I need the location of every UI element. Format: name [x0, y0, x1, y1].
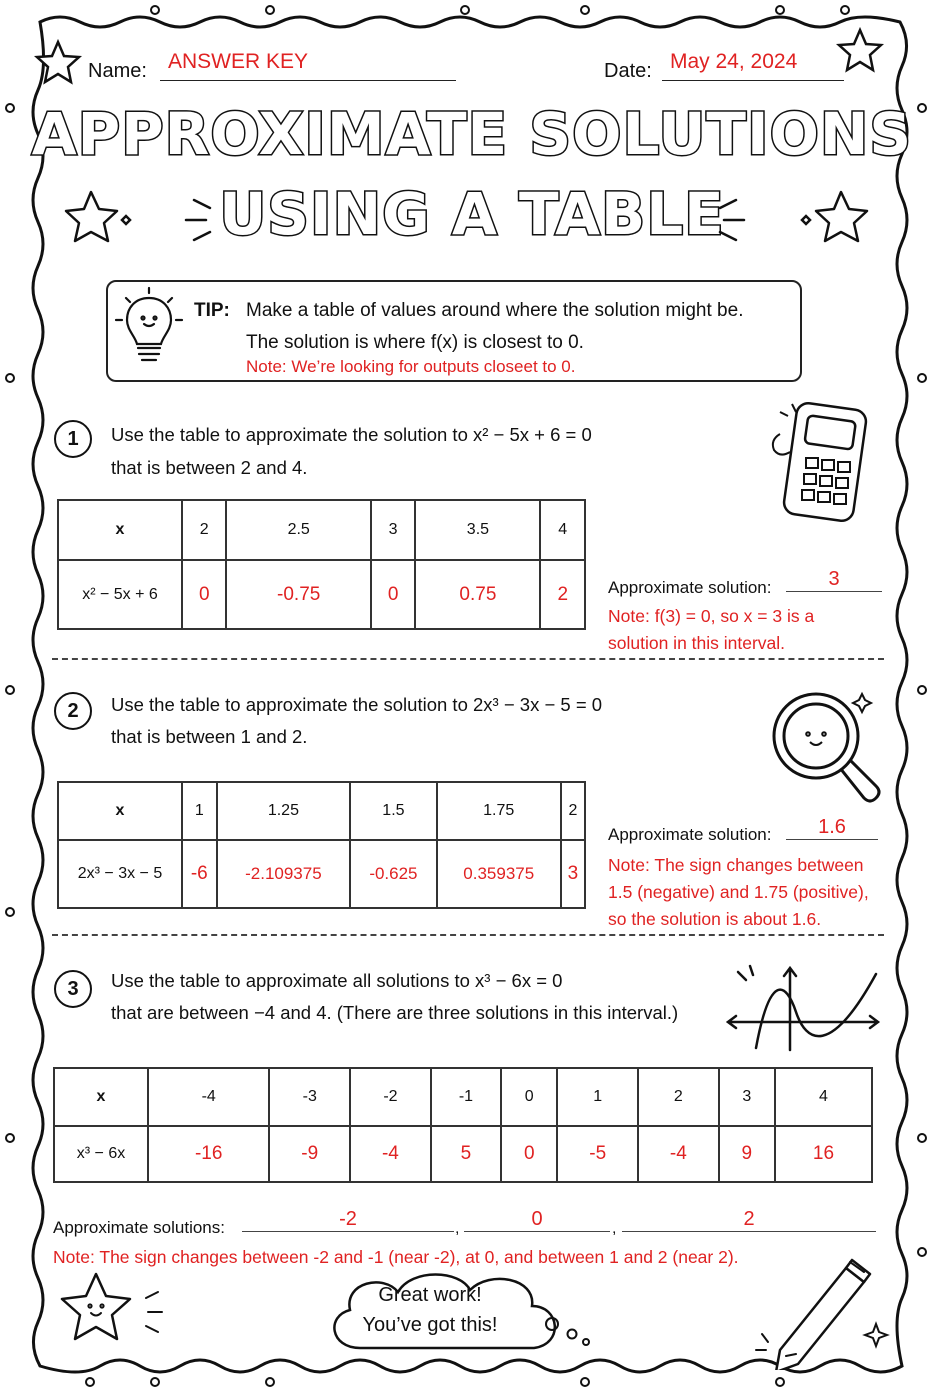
tip-line1: Make a table of values around where the solution might be.	[246, 300, 744, 321]
question-number-3: 3	[54, 970, 92, 1008]
answer-cell[interactable]: 2	[540, 560, 585, 629]
date-value: May 24, 2024	[670, 50, 798, 73]
page-title: APPROXIMATE SOLUTIONS	[31, 100, 913, 168]
q3-prompt-line1: Use the table to approximate all solutions to x³ − 6x = 0	[111, 970, 563, 991]
magnifier-icon	[766, 686, 886, 816]
comma-separator: ,	[612, 1220, 617, 1237]
q3-prompt-line2: that are between −4 and 4. (There are three solutions in this interval.)	[111, 1002, 679, 1023]
pencil-icon	[750, 1254, 900, 1370]
q2-prompt-line2: that is between 1 and 2.	[111, 726, 308, 747]
star-icon	[816, 192, 867, 241]
question-number-2: 2	[54, 692, 92, 730]
lightbulb-icon	[114, 286, 184, 372]
q3-answer-field-3[interactable]: 2	[622, 1208, 876, 1232]
table-cell: 1.5	[350, 782, 437, 840]
date-field[interactable]	[662, 50, 844, 81]
q3-note: Note: The sign changes between -2 and -1 (near -2), at 0, and between 1 and 2 (near 2).	[53, 1247, 739, 1267]
q2-note-line3: so the solution is about 1.6.	[608, 909, 822, 929]
section-divider	[52, 658, 884, 660]
cloud-message-line2: You’ve got this!	[362, 1314, 498, 1336]
date-label: Date:	[604, 60, 652, 82]
answer-cell[interactable]: 16	[775, 1126, 872, 1182]
answer-cell[interactable]: -4	[638, 1126, 719, 1182]
table-cell: 1	[182, 782, 217, 840]
table-cell: 2	[638, 1068, 719, 1126]
q2-prompt-line1: Use the table to approximate the solution to 2x³ − 3x − 5 = 0	[111, 694, 603, 715]
q3-answer-field-1[interactable]: -2	[242, 1208, 454, 1232]
table-cell: 1	[557, 1068, 638, 1126]
q3-answer-field-2[interactable]: 0	[464, 1208, 610, 1232]
answer-cell[interactable]: -6	[182, 840, 217, 908]
name-field[interactable]	[160, 50, 456, 81]
table-cell: 3.5	[415, 500, 540, 560]
table-cell: -2	[350, 1068, 431, 1126]
q1-answer-field[interactable]: 3	[786, 568, 882, 592]
answer-cell[interactable]: -16	[148, 1126, 269, 1182]
calculator-icon	[760, 400, 890, 530]
q1-prompt-line2: that is between 2 and 4.	[111, 457, 308, 478]
answer-cell[interactable]: 0	[501, 1126, 557, 1182]
answer-cell[interactable]: -0.75	[226, 560, 370, 629]
answer-cell[interactable]: 0.75	[415, 560, 540, 629]
table-header-cell: x	[58, 782, 182, 840]
table-header-cell: x	[54, 1068, 148, 1126]
page-subtitle: USING A TABLE	[219, 180, 725, 248]
tip-note: Note: We’re looking for outputs closeet to 0.	[246, 357, 576, 376]
q1-note-line2: solution in this interval.	[608, 633, 786, 653]
answer-cell[interactable]: -9	[269, 1126, 350, 1182]
table-cell: 2	[182, 500, 226, 560]
name-label: Name:	[88, 60, 147, 82]
table-cell: 1.25	[217, 782, 351, 840]
title-decoration	[46, 184, 886, 254]
answer-cell[interactable]: -2.109375	[217, 840, 351, 908]
q2-approx-label: Approximate solution:	[608, 825, 772, 844]
table-header-cell: x³ − 6x	[54, 1126, 148, 1182]
section-divider	[52, 934, 884, 936]
answer-cell[interactable]: 3	[561, 840, 585, 908]
table-cell: 1.75	[437, 782, 561, 840]
table-cell: 3	[371, 500, 415, 560]
name-value: ANSWER KEY	[168, 50, 309, 73]
smiling-star-icon	[56, 1268, 166, 1358]
answer-cell[interactable]: -4	[350, 1126, 431, 1182]
question-number-1: 1	[54, 420, 92, 458]
comma-separator: ,	[455, 1220, 460, 1237]
table-cell: 4	[540, 500, 585, 560]
table-cell: 0	[501, 1068, 557, 1126]
table-cell: -3	[269, 1068, 350, 1126]
q2-note-line1: Note: The sign changes between	[608, 855, 864, 875]
star-icon	[66, 192, 117, 241]
q1-approx-label: Approximate solution:	[608, 578, 772, 597]
q2-answer-field[interactable]: 1.6	[786, 816, 878, 840]
table-cell: -4	[148, 1068, 269, 1126]
tip-line2: The solution is where f(x) is closest to 0.	[246, 332, 584, 353]
q1-prompt-line1: Use the table to approximate the solution to x² − 5x + 6 = 0	[111, 424, 592, 445]
q1-note-line1: Note: f(3) = 0, so x = 3 is a	[608, 606, 815, 626]
answer-cell[interactable]: 0.359375	[437, 840, 561, 908]
tip-label: TIP:	[194, 300, 230, 321]
table-cell: 2	[561, 782, 585, 840]
answer-cell[interactable]: 0	[371, 560, 415, 629]
answer-cell[interactable]: -5	[557, 1126, 638, 1182]
q3-table	[53, 1067, 873, 1183]
table-cell: 4	[775, 1068, 872, 1126]
answer-cell[interactable]: 9	[719, 1126, 775, 1182]
q2-note-line2: 1.5 (negative) and 1.75 (positive),	[608, 882, 869, 902]
table-header-cell: x² − 5x + 6	[58, 560, 182, 629]
graph-icon	[726, 962, 884, 1054]
answer-cell[interactable]: 5	[431, 1126, 501, 1182]
table-cell: -1	[431, 1068, 501, 1126]
table-header-cell: 2x³ − 3x − 5	[58, 840, 182, 908]
q1-table	[57, 499, 586, 630]
q3-approx-label: Approximate solutions:	[53, 1218, 225, 1237]
table-cell: 3	[719, 1068, 775, 1126]
cloud-message-line1: Great work!	[378, 1284, 482, 1306]
table-cell: 2.5	[226, 500, 370, 560]
q2-table	[57, 781, 586, 909]
answer-cell[interactable]: 0	[182, 560, 226, 629]
table-header-cell: x	[58, 500, 182, 560]
answer-cell[interactable]: -0.625	[350, 840, 437, 908]
